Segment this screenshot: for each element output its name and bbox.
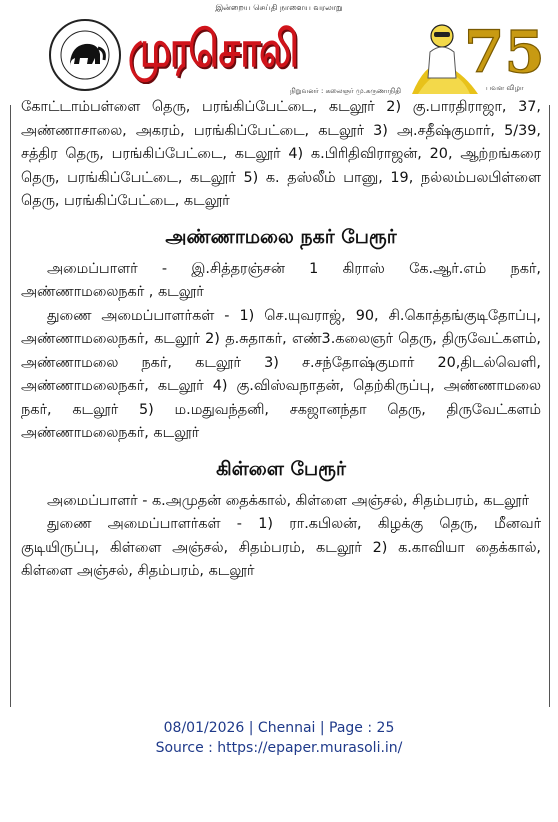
article-paragraph: அமைப்பாளர் - இ.சித்தரஞ்சன் 1 கிராஸ் கே.ஆர்.எம் நகர், அண்ணாமலைநகர் , கடலூர் [21, 260, 541, 300]
footer-source-link[interactable]: Source : https://epaper.murasoli.in/ [155, 740, 403, 756]
masthead-tagline: இன்றைய செய்தி நாளைய வரலாறு [215, 3, 343, 12]
article-body [21, 96, 541, 584]
article-paragraph: கோட்டாம்பள்ளை தெரு, பரங்கிப்பேட்டை, கடலூர் 2) கு.பாரதிராஜா, 37, அண்ணாசாலை, அகரம், பரங்கிப்பேட்டை, கடலூர் 3) அ.சதீஷ்குமார், 5/39, சத்திர தெரு, பரங்கிப்பேட்டை, கடலூர் 4) க.பிரிதிவிராஜன், 20, ஆற்றங்கரை தெரு, பரங்கிப்பேட்டை, கடலூர் 5) க. தஸ்லீம் பானு, 19, நல்லம்பலபிள்ளை தெரு, பரங்கிப்பேட்டை, கடலூர் [21, 99, 541, 209]
anniversary-number: 75 [464, 18, 545, 86]
newspaper-title: முரசொலி [128, 20, 298, 78]
founder-line: நிறுவனர் : கலைஞர் மு.கருணாநிதி [290, 87, 401, 95]
article-paragraph: துணை அமைப்பாளர்கள் - 1) செ.யுவராஜ், 90, சி.கொத்தங்குடிதோப்பு, அண்ணாமலைநகர், கடலூர் 2) த.சுதாகர், எண்3.கலைஞர் தெரு, திருவேட்களம், அண்ணாமலை நகர், கடலூர் 3) ச.சந்தோஷ்குமார் 20,திடல்வெளி, அண்ணாமலைநகர், கடலூர் 4) கு.விஸ்வநாதன், தெற்கிருப்பு, அண்ணாமலை நகர், கடலூர் 5) ம.மதுவந்தனி, சகஜானந்தா தெரு, திருவேட்களம் அண்ணாமலைநகர், கடலூர் [21, 307, 541, 441]
section-heading-annamalai-nagar: அண்ணாமலை நகர் பேரூர் [165, 225, 397, 248]
footer-date-page: 08/01/2026 | Chennai | Page : 25 [163, 720, 395, 736]
article-paragraph: அமைப்பாளர் - க.அமுதன் தைக்கால், கிள்ளை அஞ்சல், சிதம்பரம், கடலூர் [47, 492, 529, 509]
masthead [0, 0, 558, 105]
page-footer [0, 718, 558, 758]
anniversary-label: பவள விழா [486, 84, 524, 92]
elephant-seal-logo [48, 18, 122, 92]
anniversary-75-emblem [408, 6, 545, 98]
article-clipping [10, 99, 550, 707]
section-heading-killai: கிள்ளை பேரூர் [216, 457, 346, 480]
article-paragraph: துணை அமைப்பாளர்கள் - 1) ரா.கபிலன், கிழக்கு தெரு, மீனவர் குடியிருப்பு, கிள்ளை அஞ்சல், சிதம்பரம், கடலூர் 2) க.காவியா தைக்கால், கிள்ளை அஞ்சல், சிதம்பரம், கடலூர் [21, 516, 541, 579]
